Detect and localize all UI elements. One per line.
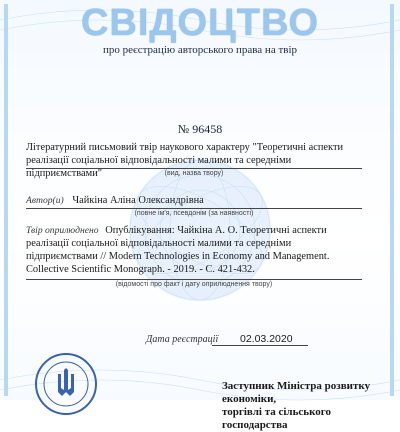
certificate-title: СВІДОЦТВО	[80, 2, 320, 44]
publication-row	[26, 224, 362, 276]
publication-label: Твір оприлюднено	[26, 225, 99, 236]
signatory-title	[222, 380, 397, 432]
certificate-subtitle: про реєстрацію авторського права на твір	[102, 44, 298, 56]
certificate-number: № 96458	[177, 122, 223, 136]
author-underline	[26, 208, 362, 209]
publication-value: Опублікування: Чайкіна А. О. Теоретичні аспекти реалізації соціальної відповідальності малими та середніми підприємствами // Modern Technologies in Economy and Management. Collective Scientific Monograph. - 2019. - С. 421-432.	[26, 225, 330, 275]
ukraine-trident-seal-icon	[34, 352, 98, 416]
author-value: Чайкіна Аліна Олександрівна	[72, 195, 204, 206]
signatory-line-1: Заступник Міністра розвитку економіки,	[222, 380, 371, 405]
work-underline	[26, 168, 362, 169]
author-hint: (повне ім'я, псевдонім (за наявності)	[134, 210, 254, 217]
publication-underline	[26, 279, 362, 280]
registration-date-underline	[212, 345, 308, 346]
publication-hint: (відомості про факт і дату оприлюднення твору)	[115, 281, 273, 288]
registration-date-value: 02.03.2020	[240, 333, 293, 345]
author-label: Автор(и)	[26, 195, 64, 206]
registration-date-label: Дата реєстрації	[146, 334, 219, 345]
author-row	[26, 194, 362, 207]
work-hint: (вид, назва твору)	[164, 170, 224, 177]
work-text: Літературний письмовий твір наукового характеру "Теоретичні аспекти реалізації соціальної відповідальності малими та середніми підприємствами"	[26, 142, 344, 179]
signatory-line-2: торгівлі та сільського господарства	[222, 406, 332, 431]
